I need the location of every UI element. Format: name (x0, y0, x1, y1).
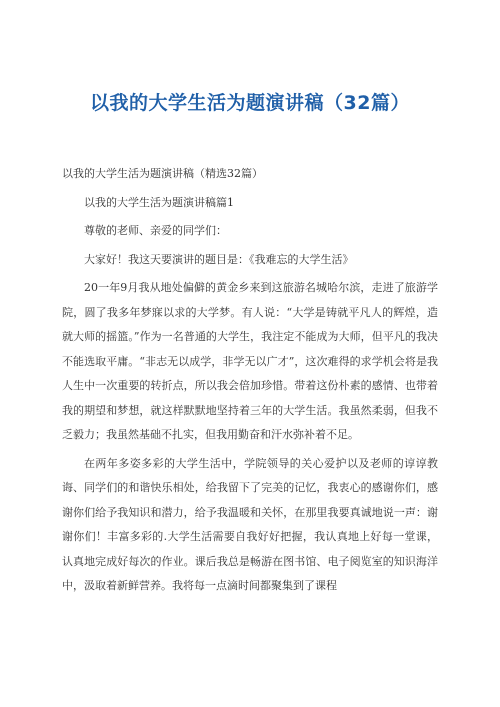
document-body (62, 162, 438, 599)
salutation: 尊敬的老师、亲爱的同学们： (84, 224, 227, 237)
paragraph-2: 在两年多姿多彩的大学生活中，学院领导的关心爱护以及老师的谆谆教诲、同学们的和谐快乐相处，给我留下了完美的记忆，我衷心的感谢你们，感谢你们给予我知识和潜力，给予我温暖和关怀，在那里我要真诚地说一声：谢谢你们！丰富多彩的.大学生活需要自我好好把握，我认真地上好每一堂课，认真地完成好每次的作业。课后我总是畅游在图书馆、电子阅览室的知识海洋中，汲取着新鲜营养。我将每一点滴时间都聚集到了课程 (62, 456, 438, 592)
section-heading: 以我的大学生活为题演讲稿篇1 (84, 195, 234, 209)
paragraph-1: 20一年9月我从地处偏僻的黄金乡来到这旅游名城哈尔滨，走进了旅游学院，圆了我多年梦寐以求的大学梦。有人说：“大学是铸就平凡人的辉煌，造就大师的摇篮。”作为一名普通的大学生，我注定不能成为大师，但平凡的我决不能选取平庸。“非志无以成学，非学无以广才”，这次难得的求学机会将是我人生中一次重要的转折点，所以我会倍加珍惜。带着这份朴素的感情、也带着我的期望和梦想，就这样默默地坚持着三年的大学生活。我虽然柔弱，但我不乏毅力；我虽然基础不扎实，但我用勤奋和汗水弥补着不足。 (62, 281, 438, 441)
page-title: 以我的大学生活为题演讲稿（32篇） (90, 92, 410, 114)
document-subtitle: 以我的大学生活为题演讲稿（精选32篇） (62, 167, 263, 180)
greeting: 大家好！我这天要演讲的题目是：《我难忘的大学生活》 (84, 252, 354, 266)
